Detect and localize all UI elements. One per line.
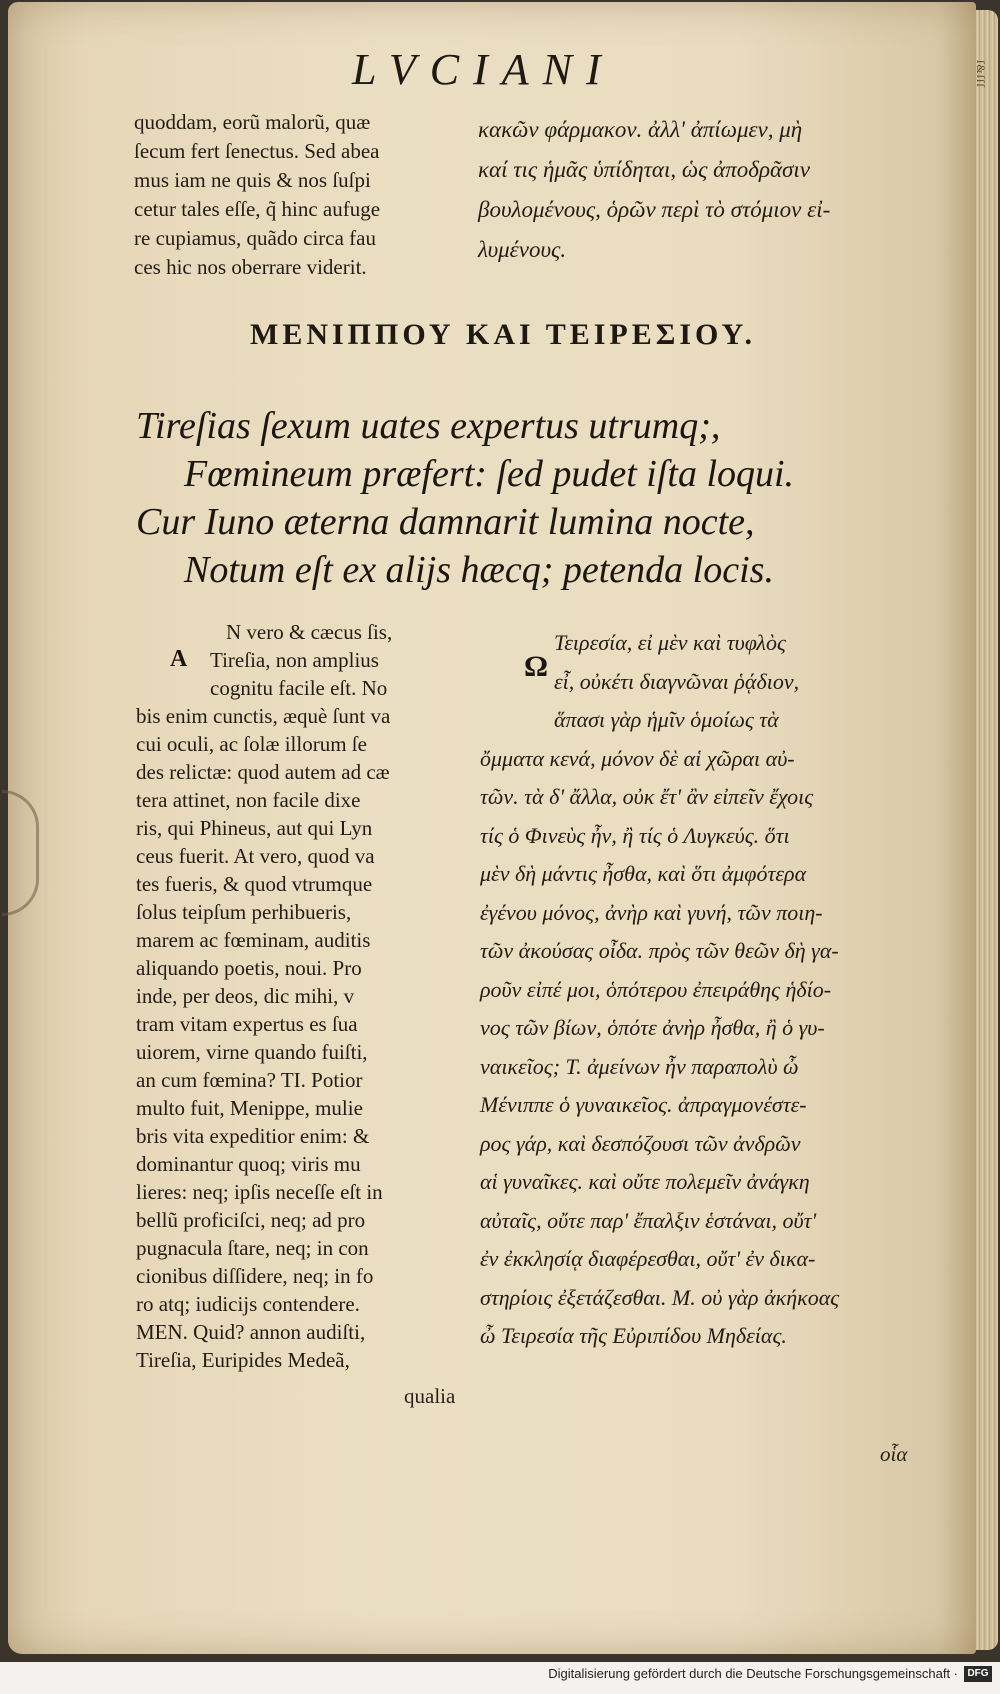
- text-line: pugnacula ſtare, neq; in con: [136, 1236, 369, 1260]
- text-line: bris vita expeditior enim: &: [136, 1124, 370, 1148]
- verse-line: Cur Iuno æterna damnarit lumina nocte,: [136, 501, 755, 543]
- text-line: tram vitam expertus es ſua: [136, 1012, 358, 1036]
- text-line: ſolus teipſum perhibueris,: [136, 900, 352, 924]
- text-line: τῶν ἀκούσας οἶδα. πρὸς τῶν θεῶν δὴ γα-: [480, 938, 839, 963]
- text-line: εἶ, οὐκέτι διαγνῶναι ῥᾴδιον,: [554, 668, 800, 694]
- text-line: τῶν. τὰ δ' ἄλλα, οὐκ ἔτ' ἂν εἰπεῖν ἔχοις: [480, 784, 814, 809]
- text-line: N vero & cæcus ſis,: [226, 620, 393, 644]
- text-line: marem ac fœminam, auditis: [136, 928, 371, 952]
- text-line: Τειρεσία, εἰ μὲν καὶ τυφλὸς: [554, 630, 786, 655]
- text-line: ceus fuerit. At vero, quod va: [136, 844, 375, 868]
- text-line: tera attinet, non facile dixe: [136, 788, 361, 812]
- text-line: ſecum fert ſenectus. Sed abea: [134, 139, 380, 163]
- text-line: an cum fœmina? TI. Potior: [136, 1068, 363, 1092]
- funding-notice: Digitalisierung gefördert durch die Deutsche Forschungsgemeinschaft ·: [548, 1666, 958, 1681]
- text-line: ces hic nos oberrare viderit.: [134, 255, 367, 279]
- text-line: dominantur quoq; viris mu: [136, 1152, 361, 1176]
- greek-column-top: [478, 110, 948, 270]
- text-line: μὲν δὴ μάντις ἦσθα, καὶ ὅτι ἀμφότερα: [480, 861, 807, 886]
- text-line: Tireſia, Euripides Medeã,: [136, 1348, 350, 1372]
- text-line: cionibus diſſidere, neq; in fo: [136, 1264, 374, 1288]
- text-line: multo fuit, Menippe, mulie: [136, 1096, 363, 1120]
- text-line: cetur tales eſſe, q̃ hinc aufuge: [134, 197, 381, 221]
- latin-column-body: [136, 618, 466, 1374]
- text-line: uiorem, virne quando fuiſti,: [136, 1040, 368, 1064]
- text-line: des relictæ: quod autem ad cæ: [136, 760, 390, 784]
- text-line: bellũ proficiſci, neq; ad pro: [136, 1208, 366, 1232]
- text-line: tes fueris, & quod vtrumque: [136, 872, 373, 896]
- text-line: mus iam ne quis & nos ſuſpi: [134, 168, 371, 192]
- text-line: αἱ γυναῖκες. καὶ οὔτε πολεμεῖν ἀνάγκη: [480, 1169, 810, 1194]
- text-line: στηρίοις ἐξετάζεσθαι. Μ. οὐ γὰρ ἀκήκοας: [480, 1284, 840, 1310]
- text-line: αὐταῖς, οὔτε παρ' ἔπαλξιν ἑστάναι, οὔτ': [480, 1207, 817, 1233]
- text-line: ναικεῖος; Τ. ἀμείνων ἦν παραπολὺ ὦ: [480, 1053, 799, 1079]
- book-clasp-shadow: [2, 790, 39, 916]
- text-line: cognitu facile eſt. No: [210, 676, 388, 700]
- text-line: ρος γάρ, καὶ δεσπόζουσι τῶν ἀνδρῶν: [480, 1130, 801, 1156]
- text-line: quoddam, eorũ malorũ, quæ: [134, 110, 371, 134]
- text-line: τίς ὁ Φινεὺς ἦν, ἢ τίς ὁ Λυγκεύς. ὅτι: [480, 822, 790, 848]
- text-line: ροῦν εἰπέ μοι, ὁπότερου ἐπειράθης ἡδίο-: [480, 976, 832, 1002]
- text-line: ὦ Τειρεσία τῆς Εὐριπίδου Μηδείας.: [480, 1323, 787, 1348]
- text-line: κακῶν φάρμακον. ἀλλ' ἀπίωμεν, μὴ: [478, 117, 803, 142]
- text-line: καί τις ἡμᾶς ὑπίδηται, ὡς ἀποδρᾶσιν: [478, 157, 810, 182]
- text-line: MEN. Quid? annon audiſti,: [136, 1320, 366, 1344]
- page-fore-edge: [976, 10, 998, 1650]
- dialogue-heading: ΜΕΝΙΠΠΟΥ ΚΑΙ ΤΕΙΡΕΣΙΟΥ.: [250, 318, 757, 351]
- verse-line: Tireſias ſexum uates expertus utrumq;,: [136, 405, 721, 447]
- adjacent-page-margin-text: ſ & ſ ſ ſ: [974, 60, 988, 86]
- text-line: Μένιππε ὁ γυναικεῖος. ἀπραγμονέστε-: [480, 1092, 807, 1117]
- text-line: ἐγένου μόνος, ἀνὴρ καὶ γυνή, τῶν ποιη-: [480, 899, 823, 925]
- greek-catchword: οἷα: [880, 1442, 908, 1466]
- verse-line: Fœmineum præfert: ſed pudet iſta loqui.: [184, 453, 795, 495]
- text-line: νος τῶν βίων, ὁπότε ἀνὴρ ἦσθα, ἢ ὁ γυ-: [480, 1015, 825, 1040]
- text-line: lieres: neq; ipſis neceſſe eſt in: [136, 1180, 383, 1204]
- text-line: ἅπασι γὰρ ἡμῖν ὁμοίως τὰ: [554, 707, 779, 732]
- text-line: Tireſia, non amplius: [210, 648, 379, 672]
- greek-column-body: [480, 624, 950, 1356]
- text-line: aliquando poetis, noui. Pro: [136, 956, 362, 980]
- text-line: re cupiamus, quãdo circa fau: [134, 226, 376, 250]
- text-line: inde, per deos, dic mihi, v: [136, 984, 355, 1008]
- greek-initial-letter: Ω: [524, 650, 549, 683]
- verse-line: Notum eſt ex alijs hæcq; petenda locis.: [184, 549, 774, 591]
- text-line: ris, qui Phineus, aut qui Lyn: [136, 816, 373, 840]
- latin-initial-letter: A: [170, 646, 188, 672]
- text-line: cui oculi, ac ſolæ illorum ſe: [136, 732, 367, 756]
- running-head: LVCIANI: [352, 45, 615, 94]
- latin-column-top: [134, 108, 464, 282]
- text-line: βουλομένους, ὁρῶν περὶ τὸ στόμιον εἰ-: [478, 197, 831, 222]
- latin-catchword: qualia: [404, 1384, 456, 1408]
- text-line: ro atq; iudicijs contendere.: [136, 1292, 360, 1316]
- dfg-logo-icon: DFG: [964, 1666, 992, 1682]
- text-line: λυμένους.: [478, 237, 567, 262]
- text-line: ὄμματα κενά, μόνον δὲ αἱ χῶραι αὐ-: [480, 745, 795, 771]
- text-line: ἐν ἐκκλησίᾳ διαφέρεσθαι, οὔτ' ἐν δικα-: [480, 1246, 816, 1271]
- text-line: bis enim cunctis, æquè ſunt va: [136, 704, 391, 728]
